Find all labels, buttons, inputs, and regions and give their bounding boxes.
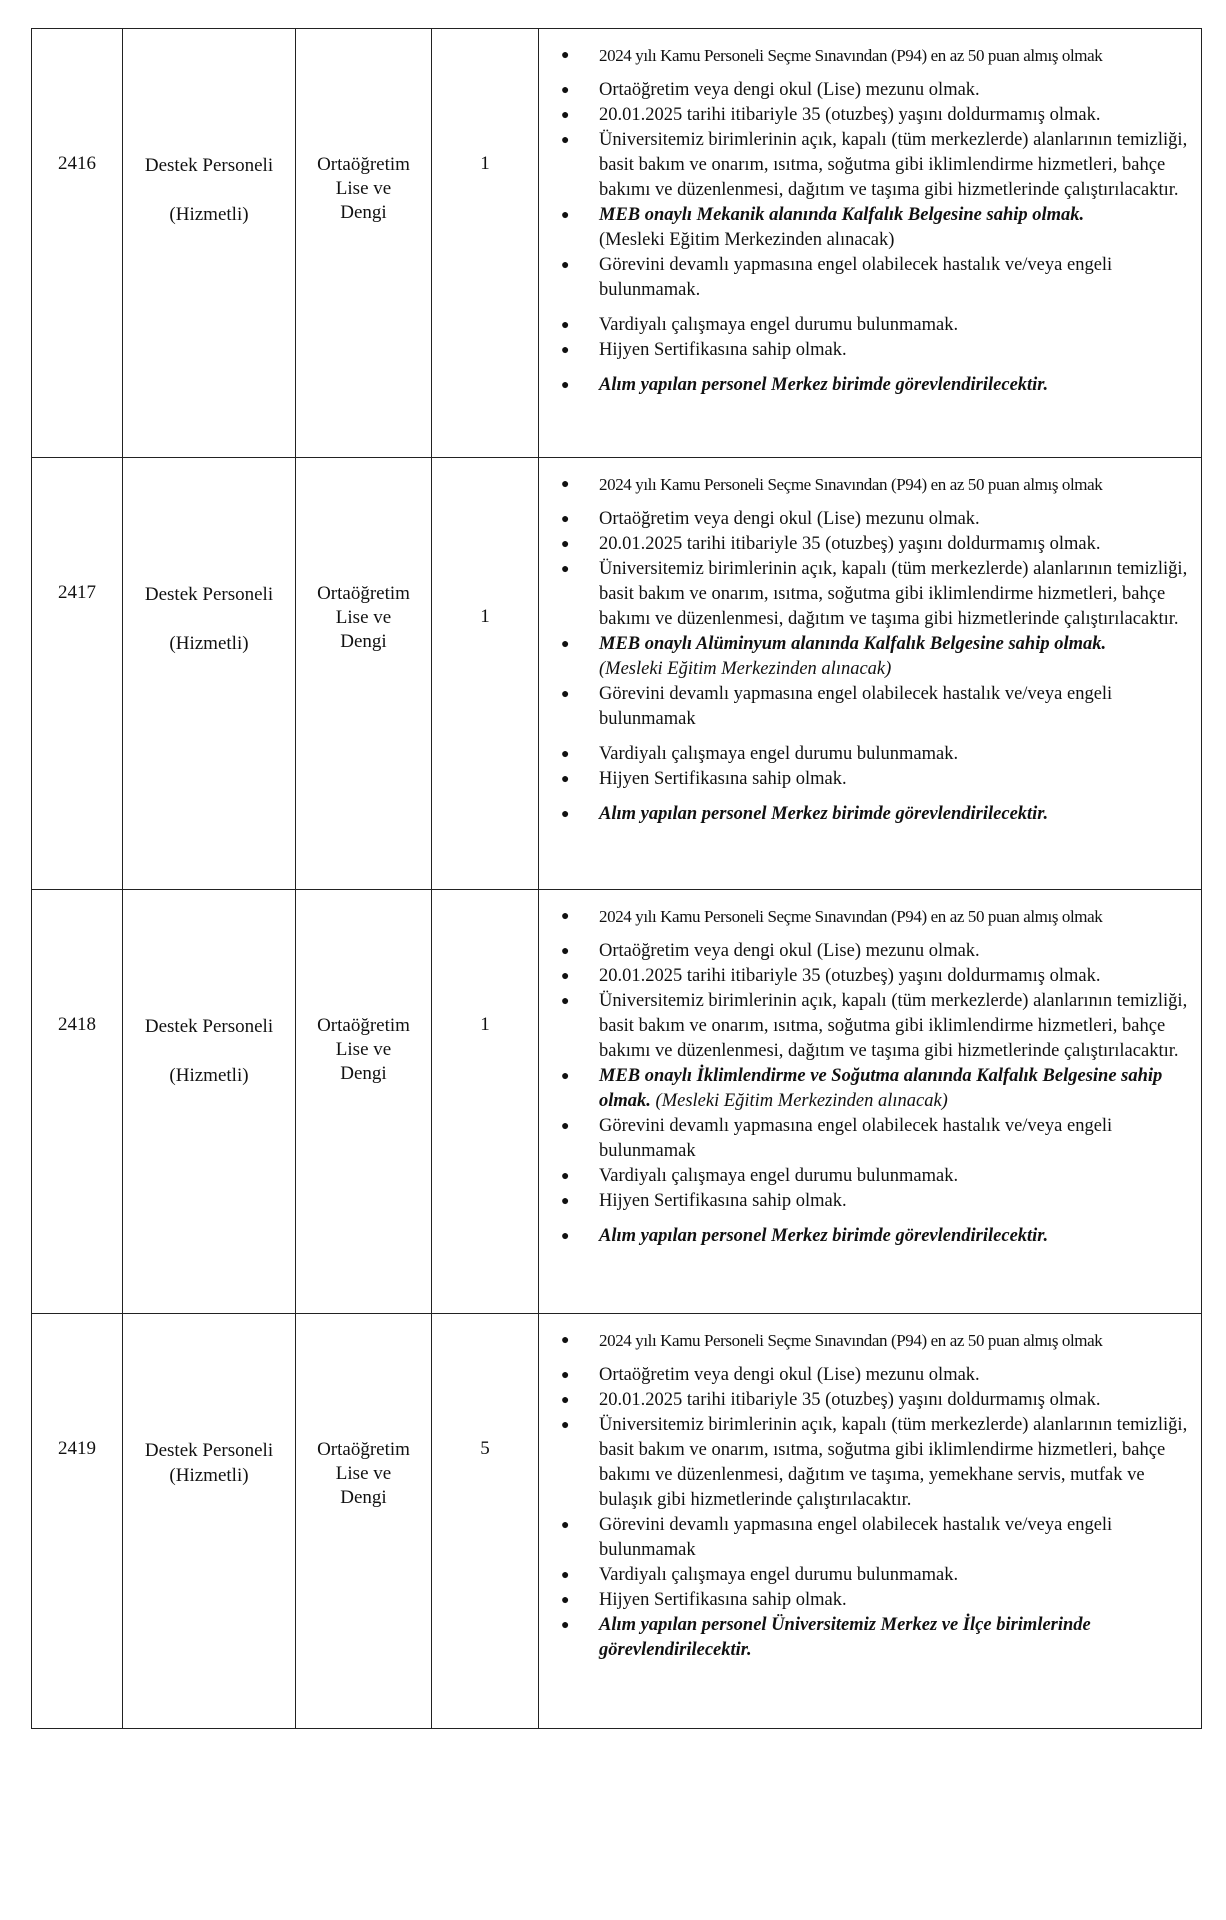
requirements-list: [539, 29, 1201, 408]
bullet-icon: ●: [561, 83, 570, 98]
position-code: 2418: [58, 1014, 96, 1035]
bullet-icon: ●: [561, 944, 570, 959]
requirement-item: ● Alım yapılan personel Üniversitemiz Merkez ve İlçe birimlerinde görevlendirilecektir.: [561, 1615, 1091, 1660]
requirement-item: ● 20.01.2025 tarihi itibariyle 35 (otuzbeş) yaşını doldurmamış olmak.: [561, 532, 1191, 557]
position-code-cell: [32, 29, 123, 458]
bullet-icon: ●: [561, 1069, 570, 1084]
table-row: [32, 1314, 1202, 1729]
requirement-item: ● Görevini devamlı yapmasına engel olabilecek hastalık ve/veya engeli bulunmamak: [561, 1116, 1113, 1161]
education-line: Dengi: [340, 1487, 387, 1508]
education-line: Lise ve: [335, 1039, 392, 1060]
requirement-item: ● Üniversitemiz birimlerinin açık, kapalı (tüm merkezlerde) alanlarının temizliği, basit bakım ve onarım, ısıtma, soğutma gibi iklimlendirme hizmetleri, bahçe bakımı ve düzenlenmesi, dağıtım ve taşıma gibi hizmetlerinde çalıştırılacaktır.: [561, 559, 1188, 629]
requirement-item: ● MEB onaylı Alüminyum alanında Kalfalık Belgesine sahip olmak. (Mesleki Eğitim Merkezinden alınacak): [561, 634, 1107, 679]
bullet-icon: ●: [561, 1119, 570, 1134]
position-code-cell: [32, 890, 123, 1314]
education-line: Dengi: [340, 202, 387, 223]
bullet-icon: ●: [561, 1418, 570, 1433]
education-line: Dengi: [340, 1063, 387, 1084]
table-row: [32, 890, 1202, 1314]
requirement-item: ● Ortaöğretim veya dengi okul (Lise) mezunu olmak.: [561, 939, 1191, 964]
requirement-item: ● Alım yapılan personel Merkez birimde görevlendirilecektir.: [561, 802, 1191, 827]
bullet-icon: ●: [561, 343, 570, 358]
bullet-icon: ●: [561, 537, 570, 552]
requirement-item: ● 2024 yılı Kamu Personeli Seçme Sınavından (P94) en az 50 puan almış olmak: [561, 43, 1191, 68]
position-subtitle: (Hizmetli): [169, 204, 249, 225]
education-line: Dengi: [340, 631, 387, 652]
position-code-cell: [32, 1314, 123, 1729]
requirement-note: (Mesleki Eğitim Merkezinden alınacak): [599, 659, 892, 679]
education-cell: [296, 1314, 432, 1729]
requirement-note: (Mesleki Eğitim Merkezinden alınacak): [655, 1091, 948, 1111]
position-title: Destek Personeli: [144, 584, 274, 605]
requirement-item: ● 20.01.2025 tarihi itibariyle 35 (otuzbeş) yaşını doldurmamış olmak.: [561, 103, 1191, 128]
requirement-note: (Mesleki Eğitim Merkezinden alınacak): [599, 230, 895, 250]
requirement-item: ● Vardiyalı çalışmaya engel durumu bulunmamak.: [561, 313, 1191, 338]
education-line: Ortaöğretim: [317, 154, 410, 175]
requirement-item: ● Görevini devamlı yapmasına engel olabilecek hastalık ve/veya engeli bulunmamak.: [561, 255, 1113, 300]
requirements-cell: [539, 458, 1202, 890]
requirement-item: ● 20.01.2025 tarihi itibariyle 35 (otuzbeş) yaşını doldurmamış olmak.: [561, 1388, 1191, 1413]
bullet-icon: ●: [561, 562, 570, 577]
bullet-icon: ●: [561, 994, 570, 1009]
position-title: Destek Personeli: [144, 1016, 274, 1037]
requirement-item: ● MEB onaylı Mekanik alanında Kalfalık Belgesine sahip olmak. (Mesleki Eğitim Merkezinden alınacak): [561, 205, 1085, 250]
requirement-item: ● Ortaöğretim veya dengi okul (Lise) mezunu olmak.: [561, 507, 1191, 532]
education-cell: [296, 890, 432, 1314]
requirements-cell: [539, 890, 1202, 1314]
quota-count: 5: [480, 1438, 490, 1459]
position-title: Destek Personeli: [144, 1440, 274, 1461]
requirement-item: ● Ortaöğretim veya dengi okul (Lise) mezunu olmak.: [561, 78, 1191, 103]
bullet-icon: ●: [561, 1618, 570, 1633]
bullet-icon: ●: [561, 1194, 570, 1209]
requirement-item: ● 20.01.2025 tarihi itibariyle 35 (otuzbeş) yaşını doldurmamış olmak.: [561, 964, 1191, 989]
position-title: Destek Personeli: [144, 155, 274, 176]
bullet-icon: ●: [561, 1333, 570, 1348]
requirements-list: [539, 890, 1201, 1259]
requirement-item: ● 2024 yılı Kamu Personeli Seçme Sınavından (P94) en az 50 puan almış olmak: [561, 472, 1191, 497]
bullet-icon: ●: [561, 1229, 570, 1244]
quota-cell: [432, 890, 539, 1314]
requirement-item: ● Vardiyalı çalışmaya engel durumu bulunmamak.: [561, 1164, 1191, 1189]
bullet-icon: ●: [561, 512, 570, 527]
position-title-cell: [123, 890, 296, 1314]
bullet-icon: ●: [561, 909, 570, 924]
bullet-icon: ●: [561, 1518, 570, 1533]
bullet-icon: ●: [561, 969, 570, 984]
bullet-icon: ●: [561, 48, 570, 63]
education-cell: [296, 458, 432, 890]
education-line: Ortaöğretim: [317, 583, 410, 604]
bullet-icon: ●: [561, 378, 570, 393]
position-code: 2416: [58, 153, 96, 174]
requirement-item: ● 2024 yılı Kamu Personeli Seçme Sınavından (P94) en az 50 puan almış olmak: [561, 904, 1191, 929]
bullet-icon: ●: [561, 637, 570, 652]
requirement-item: ● Ortaöğretim veya dengi okul (Lise) mezunu olmak.: [561, 1363, 1191, 1388]
bullet-icon: ●: [561, 1393, 570, 1408]
education-line: Lise ve: [335, 178, 392, 199]
requirement-item: ● Vardiyalı çalışmaya engel durumu bulunmamak.: [561, 742, 1191, 767]
bullet-icon: ●: [561, 1169, 570, 1184]
bullet-icon: ●: [561, 133, 570, 148]
requirements-cell: [539, 1314, 1202, 1729]
requirements-list: [539, 458, 1201, 837]
requirement-item: ● Üniversitemiz birimlerinin açık, kapalı (tüm merkezlerde) alanlarının temizliği, basit bakım ve onarım, ısıtma, soğutma gibi iklimlendirme hizmetleri, bahçe bakımı ve düzenlenmesi, dağıtım ve taşıma gibi hizmetlerinde çalıştırılacaktır.: [561, 991, 1188, 1061]
requirement-item: ● Görevini devamlı yapmasına engel olabilecek hastalık ve/veya engeli bulunmamak: [561, 684, 1113, 729]
bullet-icon: ●: [561, 258, 570, 273]
bullet-icon: ●: [561, 772, 570, 787]
requirement-item: ● Vardiyalı çalışmaya engel durumu bulunmamak.: [561, 1563, 1191, 1588]
requirement-item: ● Hijyen Sertifikasına sahip olmak.: [561, 767, 1191, 792]
bullet-icon: ●: [561, 1368, 570, 1383]
bullet-icon: ●: [561, 807, 570, 822]
requirement-item: ● Üniversitemiz birimlerinin açık, kapalı (tüm merkezlerde) alanlarının temizliği, basit bakım ve onarım, ısıtma, soğutma gibi iklimlendirme hizmetleri, bahçe bakımı ve düzenlenmesi, dağıtım ve taşıma gibi hizmetlerinde çalıştırılacaktır.: [561, 130, 1188, 200]
positions-table: [31, 28, 1202, 1729]
requirement-item: ● Hijyen Sertifikasına sahip olmak.: [561, 1189, 1191, 1214]
education-line: Lise ve: [335, 1463, 392, 1484]
requirement-item: ● Hijyen Sertifikasına sahip olmak.: [561, 1588, 1191, 1613]
requirements-list: [539, 1314, 1201, 1673]
education-cell: [296, 29, 432, 458]
bullet-icon: ●: [561, 208, 570, 223]
bullet-icon: ●: [561, 108, 570, 123]
position-subtitle: (Hizmetli): [169, 1465, 249, 1486]
requirement-item: ● Hijyen Sertifikasına sahip olmak.: [561, 338, 1191, 363]
position-subtitle: (Hizmetli): [169, 633, 249, 654]
position-title-cell: [123, 458, 296, 890]
requirement-item: ● Alım yapılan personel Merkez birimde görevlendirilecektir.: [561, 373, 1191, 398]
quota-cell: [432, 458, 539, 890]
quota-count: 1: [480, 606, 490, 627]
requirement-item: ● Alım yapılan personel Merkez birimde görevlendirilecektir.: [561, 1224, 1191, 1249]
quota-cell: [432, 1314, 539, 1729]
requirements-cell: [539, 29, 1202, 458]
position-code: 2417: [58, 582, 96, 603]
bullet-icon: ●: [561, 477, 570, 492]
position-code-cell: [32, 458, 123, 890]
education-line: Ortaöğretim: [317, 1015, 410, 1036]
position-code: 2419: [58, 1438, 96, 1459]
position-subtitle: (Hizmetli): [169, 1065, 249, 1086]
requirement-item: ● Görevini devamlı yapmasına engel olabilecek hastalık ve/veya engeli bulunmamak: [561, 1515, 1113, 1560]
requirement-item: ● MEB onaylı İklimlendirme ve Soğutma alanında Kalfalık Belgesine sahip olmak. (Mesleki Eğitim Merkezinden alınacak): [561, 1066, 1163, 1111]
requirement-item: ● Üniversitemiz birimlerinin açık, kapalı (tüm merkezlerde) alanlarının temizliği, basit bakım ve onarım, ısıtma, soğutma gibi iklimlendirme hizmetleri, bahçe bakımı ve düzenlenmesi, dağıtım ve taşıma, yemekhane servis, mutfak ve bulaşık gibi hizmetlerinde çalıştırılacaktır.: [561, 1415, 1188, 1510]
bullet-icon: ●: [561, 747, 570, 762]
bullet-icon: ●: [561, 1568, 570, 1583]
quota-count: 1: [480, 1014, 490, 1035]
quota-cell: [432, 29, 539, 458]
bullet-icon: ●: [561, 1593, 570, 1608]
position-title-cell: [123, 1314, 296, 1729]
bullet-icon: ●: [561, 318, 570, 333]
education-line: Ortaöğretim: [317, 1439, 410, 1460]
education-line: Lise ve: [335, 607, 392, 628]
quota-count: 1: [480, 153, 490, 174]
requirement-item: ● 2024 yılı Kamu Personeli Seçme Sınavından (P94) en az 50 puan almış olmak: [561, 1328, 1191, 1353]
position-title-cell: [123, 29, 296, 458]
table-row: [32, 29, 1202, 458]
table-row: [32, 458, 1202, 890]
bullet-icon: ●: [561, 687, 570, 702]
